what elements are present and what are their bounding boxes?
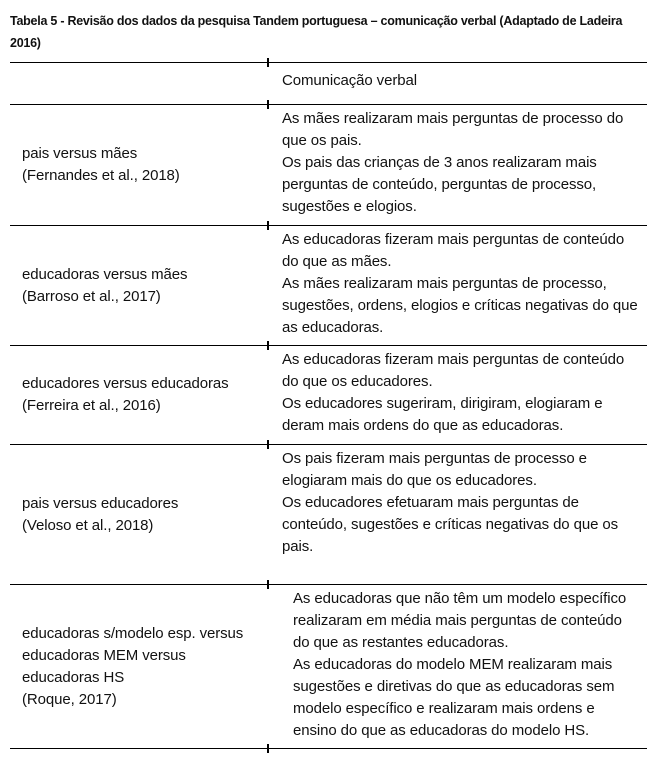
comparison-line: educadoras versus mães [22,265,188,283]
header-cell [268,63,647,105]
comparison-line: educadoras HS [22,668,125,686]
comparison-line: educadoras MEM versus [22,646,186,664]
caption-line-2: 2016) [10,36,41,50]
finding-paragraph: As educadoras fizeram mais perguntas de conteúdo do que as mães. [282,231,625,270]
table-body [10,105,647,749]
comparison-cell [10,105,268,226]
header-empty-cell [10,63,268,105]
comparison-cell [10,585,268,749]
comparison-line: pais versus mães [22,145,138,162]
header-label: Comunicação verbal [282,72,417,89]
table-row [10,105,647,226]
findings-cell [268,226,647,346]
comparison-cell [10,445,268,585]
finding-paragraph: Os pais das crianças de 3 anos realizaram mais perguntas de conteúdo, perguntas de processo, sugestões e elogios. [282,154,597,215]
finding-paragraph: As educadoras do modelo MEM realizaram mais sugestões e diretivas do que as educadoras sem modelo específico e realizaram mais ordens e ensino do que as educadoras do modelo HS. [293,656,615,739]
comparison-line: pais versus educadores [22,494,179,512]
finding-paragraph: As educadoras que não têm um modelo específico realizaram em média mais perguntas de conteúdo do que as restantes educadoras. [293,590,627,651]
finding-paragraph: As mães realizaram mais perguntas de processo, sugestões, ordens, elogios e críticas negativas do que as educadoras. [282,275,638,336]
finding-paragraph: Os educadores efetuaram mais perguntas de conteúdo, sugestões e críticas negativas do que os pais. [282,494,619,555]
table-row [10,346,647,445]
comparison-cell [10,226,268,346]
comparison-line: educadoras s/modelo esp. versus [22,624,244,642]
findings-cell [268,585,647,749]
finding-paragraph: Os pais fizeram mais perguntas de processo e elogiaram mais do que os educadores. [282,450,587,489]
table-header-row [10,63,647,105]
caption-line-1: Tabela 5 - Revisão dos dados da pesquisa Tandem portuguesa – comunicação verbal (Adaptado de Ladeira [10,14,623,28]
comparison-cell [10,346,268,445]
finding-paragraph: As educadoras fizeram mais perguntas de conteúdo do que os educadores. [282,351,625,390]
table-caption [10,10,648,54]
comparison-line: (Ferreira et al., 2016) [22,397,161,414]
comparison-line: (Barroso et al., 2017) [22,287,161,305]
finding-paragraph: Os educadores sugeriram, dirigiram, elogiaram e deram mais ordens do que as educadoras. [282,395,603,434]
findings-cell [268,445,647,585]
table-row [10,226,647,346]
finding-paragraph: As mães realizaram mais perguntas de processo do que os pais. [282,110,624,149]
findings-cell [268,105,647,226]
comparison-line: (Veloso et al., 2018) [22,516,154,534]
review-table [10,62,647,749]
table-row [10,445,647,585]
comparison-line: (Fernandes et al., 2018) [22,167,180,184]
comparison-line: educadores versus educadoras [22,375,229,392]
comparison-line: (Roque, 2017) [22,690,117,708]
findings-cell [268,346,647,445]
table-row [10,585,647,749]
